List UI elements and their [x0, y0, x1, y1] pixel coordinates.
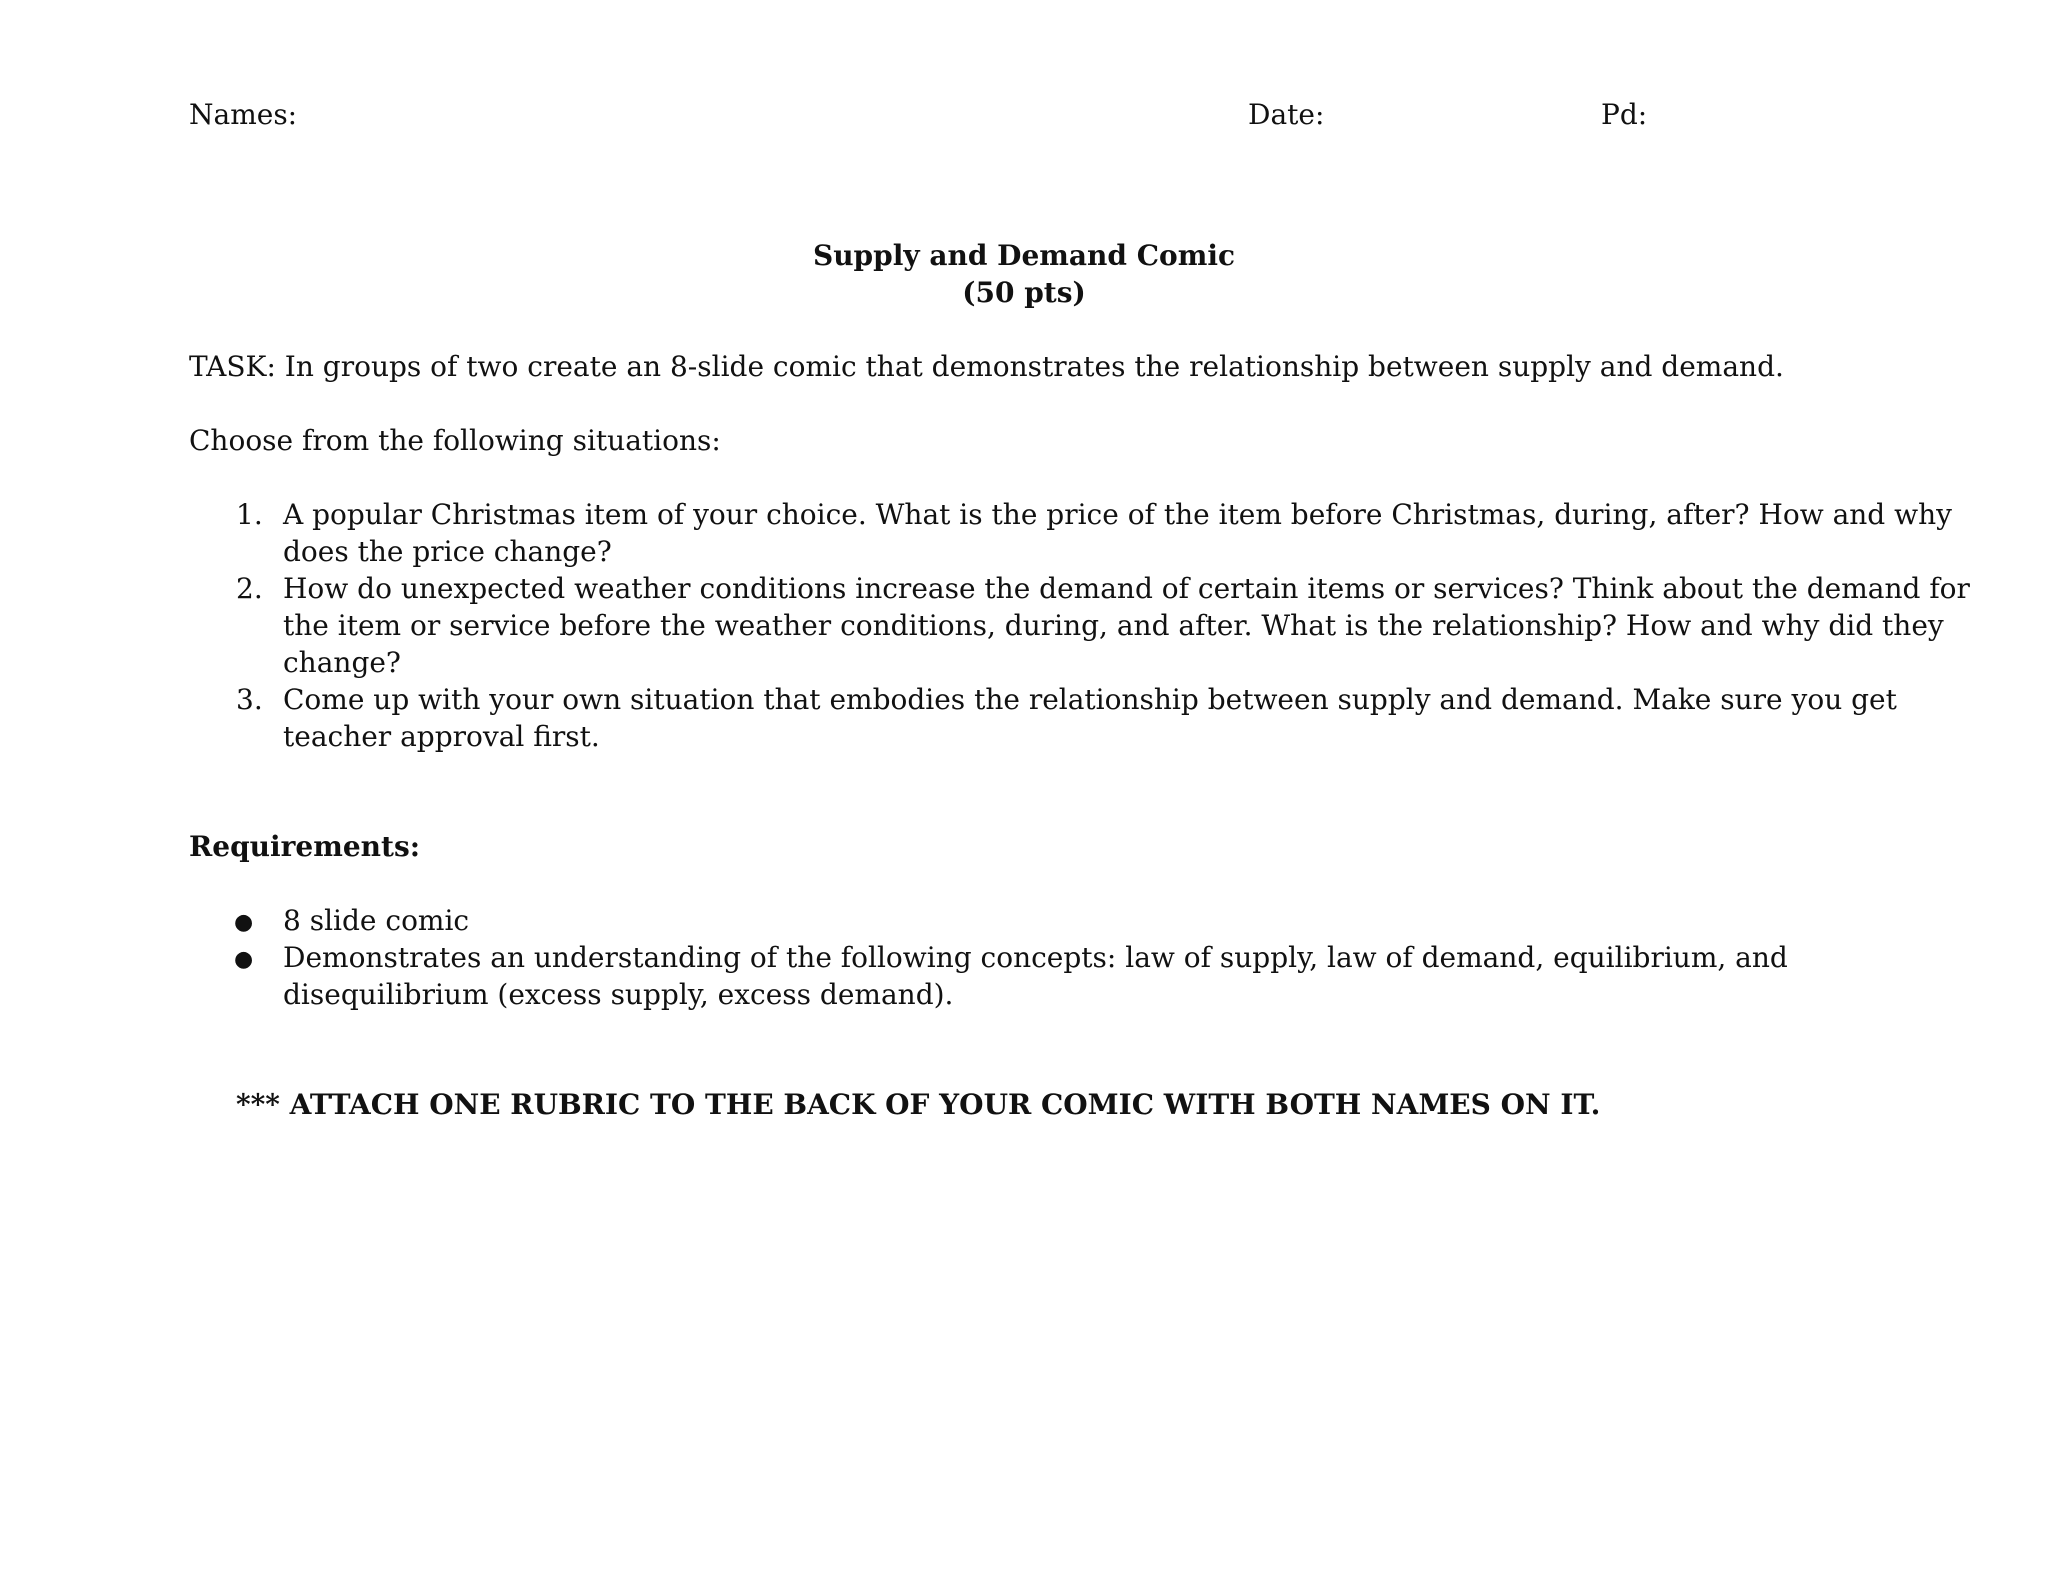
- names-label: Names:: [189, 98, 298, 131]
- bullet-icon: ●: [234, 947, 254, 972]
- bullet-icon: ●: [234, 910, 254, 935]
- list-number: 2.: [236, 572, 263, 605]
- list-item-line: disequilibrium (excess supply, excess demand).: [283, 978, 954, 1011]
- list-item-line: does the price change?: [283, 535, 612, 568]
- period-label: Pd:: [1601, 98, 1648, 131]
- list-item-line: How do unexpected weather conditions increase the demand of certain items or services? Think about the demand for: [283, 572, 1970, 605]
- attach-rubric-note: *** ATTACH ONE RUBRIC TO THE BACK OF YOUR COMIC WITH BOTH NAMES ON IT.: [236, 1088, 1601, 1121]
- list-number: 3.: [236, 683, 263, 716]
- choose-intro: Choose from the following situations:: [189, 424, 721, 457]
- task-text: TASK: In groups of two create an 8-slide comic that demonstrates the relationship between supply and demand.: [189, 350, 1784, 383]
- list-item-line: change?: [283, 646, 401, 679]
- list-item-line: Demonstrates an understanding of the following concepts: law of supply, law of demand, equilibrium, and: [283, 941, 1788, 974]
- list-item-line: A popular Christmas item of your choice. What is the price of the item before Christmas, during, after? How and why: [283, 498, 1952, 531]
- list-item-line: teacher approval first.: [283, 720, 600, 753]
- list-item-line: the item or service before the weather conditions, during, and after. What is the relationship? How and why did they: [283, 609, 1944, 642]
- list-item-line: Come up with your own situation that embodies the relationship between supply and demand. Make sure you get: [283, 683, 1897, 716]
- list-number: 1.: [236, 498, 263, 531]
- date-label: Date:: [1248, 98, 1325, 131]
- page-title: Supply and Demand Comic: [812, 239, 1236, 272]
- page-subtitle-points: (50 pts): [962, 276, 1086, 309]
- requirements-heading: Requirements:: [189, 830, 421, 863]
- list-item-line: 8 slide comic: [283, 904, 470, 937]
